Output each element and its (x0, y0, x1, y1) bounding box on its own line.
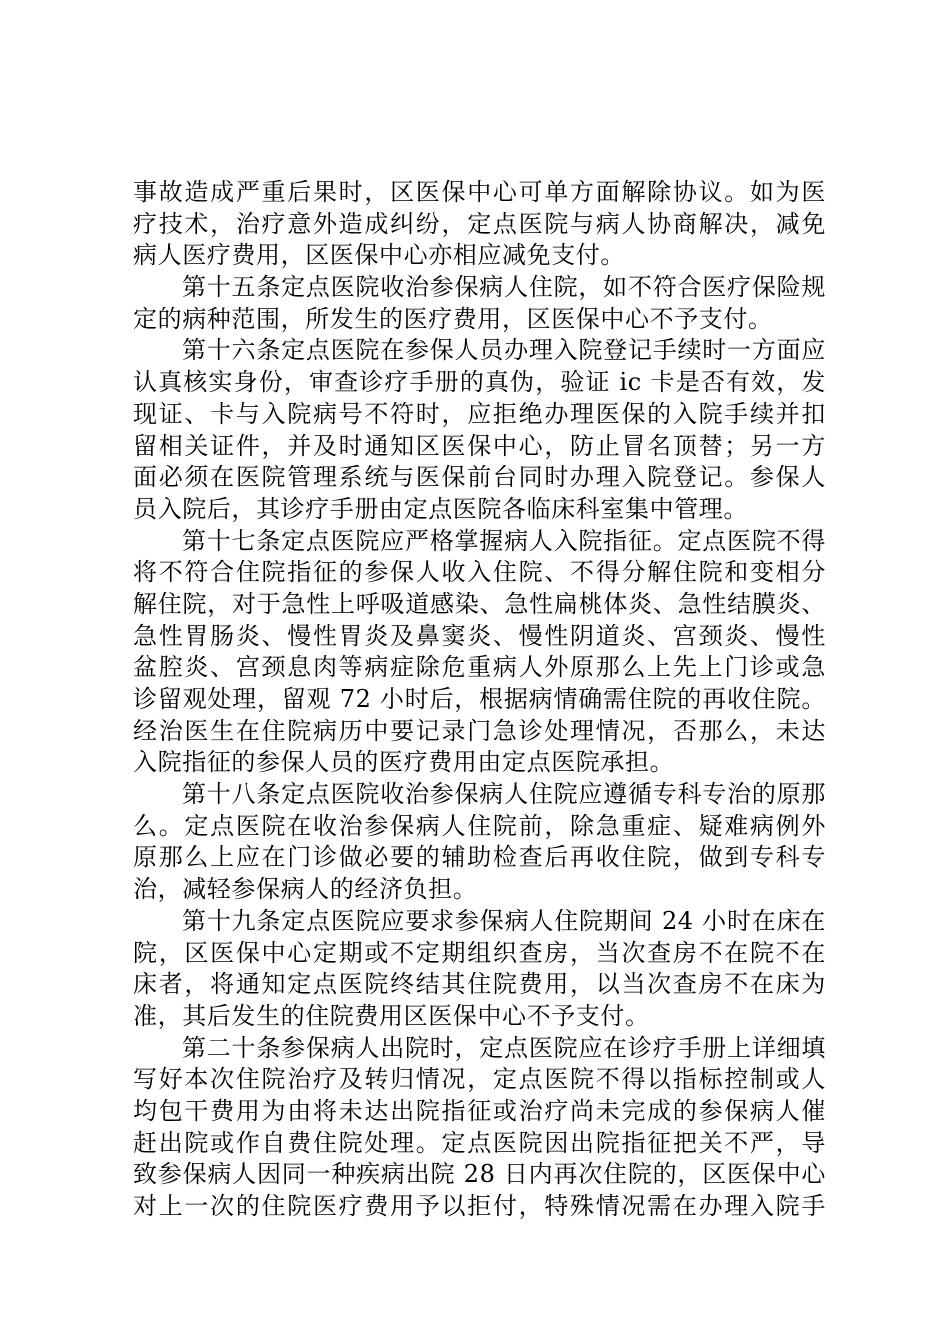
text-line: 急性胃肠炎、慢性胃炎及鼻窦炎、慢性阴道炎、宫颈炎、慢性 (133, 621, 826, 650)
text-line: 写好本次住院治疗及转归情况，定点医院不得以指标控制或人 (133, 1065, 826, 1094)
text-line: 致参保病人因同一种疾病出院 28 日内再次住院的，区医保中心 (133, 1160, 826, 1189)
text-line: 病人医疗费用，区医保中心亦相应减免支付。 (133, 241, 625, 270)
paragraph-continuation (133, 177, 826, 272)
text-line: 疗技术，治疗意外造成纠纷，定点医院与病人协商解决，减免 (133, 209, 826, 238)
text-line: 事故造成严重后果时，区医保中心可单方面解除协议。如为医 (133, 178, 826, 206)
text-line: 第十六条定点医院在参保人员办理入院登记手续时一方面应 (182, 336, 826, 365)
paragraph-article-16 (133, 335, 826, 525)
text-line: 原那么上应在门诊做必要的辅助检查后再收住院，做到专科专 (133, 843, 826, 872)
text-line: 第十八条定点医院收治参保病人住院应遵循专科专治的原那 (182, 780, 826, 809)
text-line: 第十七条定点医院应严格掌握病人入院指征。定点医院不得 (182, 526, 826, 555)
text-line: 认真核实身份，审查诊疗手册的真伪，验证 ic 卡是否有效，发 (133, 368, 826, 397)
text-line: 么。定点医院在收治参保病人住院前，除急重症、疑难病例外 (133, 811, 826, 840)
paragraph-article-18 (133, 779, 826, 906)
text-line: 第十九条定点医院应要求参保病人住院期间 24 小时在床在 (182, 906, 826, 935)
text-line: 员入院后，其诊疗手册由定点医院各临床科室集中管理。 (133, 494, 748, 523)
text-line: 赶出院或作自费住院处理。定点医院因出院指征把关不严，导 (133, 1128, 826, 1157)
text-line: 诊留观处理，留观 72 小时后，根据病情确需住院的再收住院。 (133, 685, 826, 713)
paragraph-article-19 (133, 906, 826, 1033)
text-line: 床者，将通知定点医院终结其住院费用，以当次查房不在床为 (133, 970, 826, 999)
text-line: 现证、卡与入院病号不符时，应拒绝办理医保的入院手续并扣 (133, 399, 826, 428)
text-line: 院，区医保中心定期或不定期组织查房，当次查房不在院不在 (133, 938, 826, 967)
paragraph-article-20 (133, 1033, 826, 1223)
paragraph-article-15 (133, 272, 826, 335)
text-line: 定的病种范围，所发生的医疗费用，区医保中心不予支付。 (133, 304, 773, 333)
text-line: 治，减轻参保病人的经济负担。 (133, 875, 478, 904)
text-line: 准，其后发生的住院费用区医保中心不予支付。 (133, 1001, 650, 1030)
text-line: 将不符合住院指征的参保人收入住院、不得分解住院和变相分 (133, 558, 826, 587)
document-body (133, 177, 826, 1223)
text-line: 对上一次的住院医疗费用予以拒付，特殊情况需在办理入院手 (133, 1192, 826, 1220)
text-line: 第二十条参保病人出院时，定点医院应在诊疗手册上详细填 (182, 1033, 826, 1062)
text-line: 留相关证件，并及时通知区医保中心，防止冒名顶替；另一方 (133, 431, 826, 460)
text-line: 面必须在医院管理系统与医保前台同时办理入院登记。参保人 (133, 463, 826, 492)
text-line: 均包干费用为由将未达出院指征或治疗尚未完成的参保病人催 (133, 1096, 826, 1125)
paragraph-article-17 (133, 526, 826, 780)
text-line: 入院指征的参保人员的医疗费用由定点医院承担。 (133, 748, 675, 777)
text-line: 解住院，对于急性上呼吸道感染、急性扁桃体炎、急性结膜炎、 (133, 589, 826, 618)
text-line: 盆腔炎、宫颈息肉等病症除危重病人外原那么上先上门诊或急 (133, 653, 826, 682)
text-line: 第十五条定点医院收治参保病人住院，如不符合医疗保险规 (182, 273, 826, 302)
text-line: 经治医生在住院病历中要记录门急诊处理情况，否那么，未达 (133, 716, 826, 745)
